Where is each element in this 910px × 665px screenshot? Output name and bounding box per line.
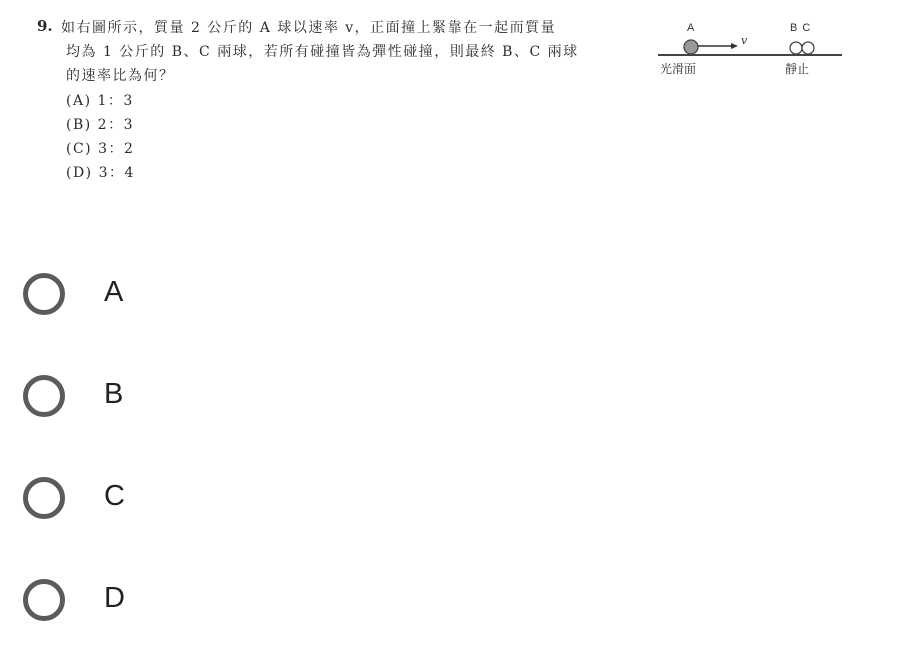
answer-option-c[interactable] (20, 472, 320, 532)
ball-bc-label: B C (790, 22, 812, 34)
ball-a-label: A (687, 22, 695, 34)
at-rest-label: 靜止 (785, 62, 810, 76)
question-choice-c: (C) 3：2 (66, 141, 135, 157)
radio-button-c[interactable] (23, 477, 65, 519)
answer-label-b[interactable]: B (104, 378, 124, 410)
question-text-line-1: 如右圖所示，質量 2 公斤的 A 球以速率 v，正面撞上緊靠在一起而質量 (61, 20, 557, 36)
answer-label-d[interactable]: D (104, 582, 125, 614)
answer-option-d[interactable] (20, 574, 320, 634)
ball-c (802, 42, 814, 54)
radio-button-a[interactable] (23, 273, 65, 315)
radio-button-d[interactable] (23, 579, 65, 621)
velocity-label: v (741, 34, 748, 47)
answer-label-a[interactable]: A (104, 276, 124, 308)
answer-label-c[interactable]: C (104, 480, 125, 512)
ball-a (684, 40, 698, 54)
question-choice-b: (B) 2：3 (66, 117, 134, 133)
answer-option-b[interactable] (20, 370, 320, 430)
question-choice-d: (D) 3：4 (66, 165, 135, 181)
question-choice-a: (A) 1：3 (66, 93, 134, 109)
ball-b (790, 42, 802, 54)
smooth-surface-label: 光滑面 (660, 62, 697, 76)
collision-diagram (655, 14, 845, 79)
question-number: 9. (37, 17, 53, 35)
question-block (0, 0, 910, 200)
answer-option-a[interactable] (20, 268, 320, 328)
velocity-arrowhead (731, 43, 738, 49)
question-text-line-3: 的速率比為何？ (66, 68, 175, 84)
question-text-line-2: 均為 1 公斤的 B、C 兩球，若所有碰撞皆為彈性碰撞，則最終 B、C 兩球 (66, 44, 579, 60)
radio-button-b[interactable] (23, 375, 65, 417)
